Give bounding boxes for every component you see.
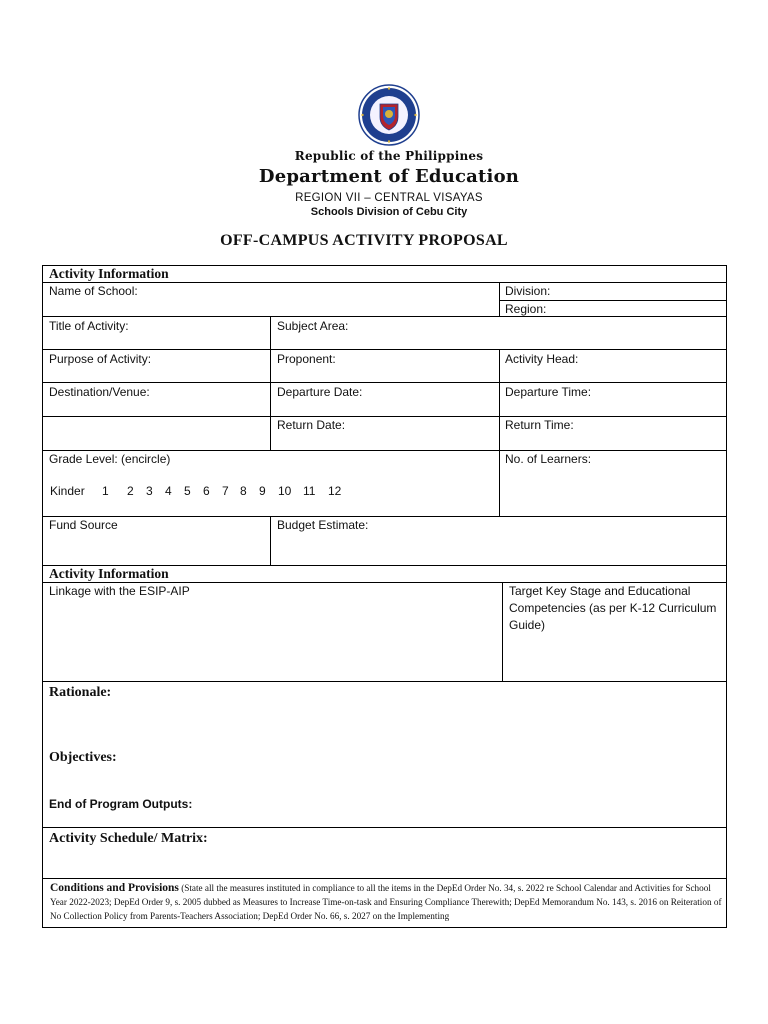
grade-option[interactable]: 6 — [203, 484, 210, 498]
rule — [502, 582, 503, 681]
return-date-field[interactable]: Return Date: — [277, 418, 346, 432]
title-of-activity-field[interactable]: Title of Activity: — [49, 319, 129, 333]
no-of-learners-field[interactable]: No. of Learners: — [505, 452, 592, 466]
activity-schedule-label: Activity Schedule/ Matrix: — [49, 831, 208, 846]
header-department: Department of Education — [258, 166, 520, 187]
page-title: OFF-CAMPUS ACTIVITY PROPOSAL — [220, 232, 508, 249]
end-of-program-outputs-label: End of Program Outputs: — [49, 797, 193, 811]
fund-source-field[interactable]: Fund Source — [49, 518, 118, 532]
grade-options — [50, 484, 348, 498]
rule — [499, 282, 500, 316]
grade-option[interactable]: 2 — [127, 484, 134, 498]
rule — [43, 516, 726, 517]
grade-option[interactable]: 1 — [102, 484, 109, 498]
grade-option[interactable]: 5 — [184, 484, 191, 498]
grade-option[interactable]: 10 — [278, 484, 292, 498]
deped-seal-icon — [358, 84, 420, 146]
conditions-and-provisions — [50, 881, 722, 923]
rule — [43, 382, 726, 383]
linkage-esip-aip-field[interactable]: Linkage with the ESIP-AIP — [49, 584, 190, 598]
departure-time-field[interactable]: Departure Time: — [505, 385, 592, 399]
rule — [270, 516, 271, 565]
section-activity-information-2: Activity Information — [49, 566, 169, 581]
header-division: Schools Division of Cebu City — [310, 206, 468, 218]
rule — [43, 681, 726, 682]
division-field[interactable]: Division: — [505, 284, 551, 298]
rationale-label: Rationale: — [49, 685, 112, 700]
rule — [43, 316, 726, 317]
rule — [270, 316, 271, 450]
destination-venue-field[interactable]: Destination/Venue: — [49, 385, 150, 399]
grade-option[interactable]: 3 — [146, 484, 153, 498]
conditions-label: Conditions and Provisions — [50, 882, 179, 894]
grade-option[interactable]: 11 — [303, 484, 316, 498]
return-time-field[interactable]: Return Time: — [505, 418, 574, 432]
grade-level-label: Grade Level: (encircle) — [49, 452, 171, 466]
rule — [43, 416, 726, 417]
grade-option[interactable]: 8 — [240, 484, 247, 498]
header-region: REGION VII – CENTRAL VISAYAS — [295, 192, 483, 204]
rule — [499, 349, 500, 516]
target-key-stage-field[interactable]: Target Key Stage and Educational Competencies (as per K-12 Curriculum Guide) — [509, 584, 717, 632]
grade-option[interactable]: 7 — [222, 484, 229, 498]
grade-option[interactable]: 4 — [165, 484, 172, 498]
name-of-school-field[interactable]: Name of School: — [49, 284, 138, 298]
grade-option[interactable]: 12 — [328, 484, 342, 498]
budget-estimate-field[interactable]: Budget Estimate: — [277, 518, 369, 532]
proposal-form — [42, 265, 727, 928]
rule — [43, 827, 726, 828]
header-republic: Republic of the Philippines — [294, 149, 484, 163]
subject-area-field[interactable]: Subject Area: — [277, 319, 349, 333]
grade-option[interactable]: 9 — [259, 484, 266, 498]
conditions-text: (State all the measures instituted in compliance to all the items in the DepEd Order No. 34, s. 2022 re School Calendar and Activities for School Year 2022-2023; DepEd Order 9, s. 2005 dubbed as Measures to Increase Time-on-task and Ensuring Compliance Therewith; DepEd Memorandum No. 143, s. 2016 on Reiteration of No Collection Policy from Parents-Teachers Association; DepEd Order No. 66, s. 2027 on the Implementing — [50, 883, 722, 921]
rule — [43, 878, 726, 879]
section-activity-information: Activity Information — [49, 266, 169, 281]
objectives-label: Objectives: — [49, 750, 117, 765]
rule — [43, 282, 726, 283]
departure-date-field[interactable]: Departure Date: — [277, 385, 363, 399]
proponent-field[interactable]: Proponent: — [277, 352, 336, 366]
purpose-of-activity-field[interactable]: Purpose of Activity: — [49, 352, 152, 366]
region-field[interactable]: Region: — [505, 302, 547, 316]
grade-option[interactable]: Kinder — [50, 484, 85, 498]
activity-head-field[interactable]: Activity Head: — [505, 352, 579, 366]
rule — [43, 349, 726, 350]
